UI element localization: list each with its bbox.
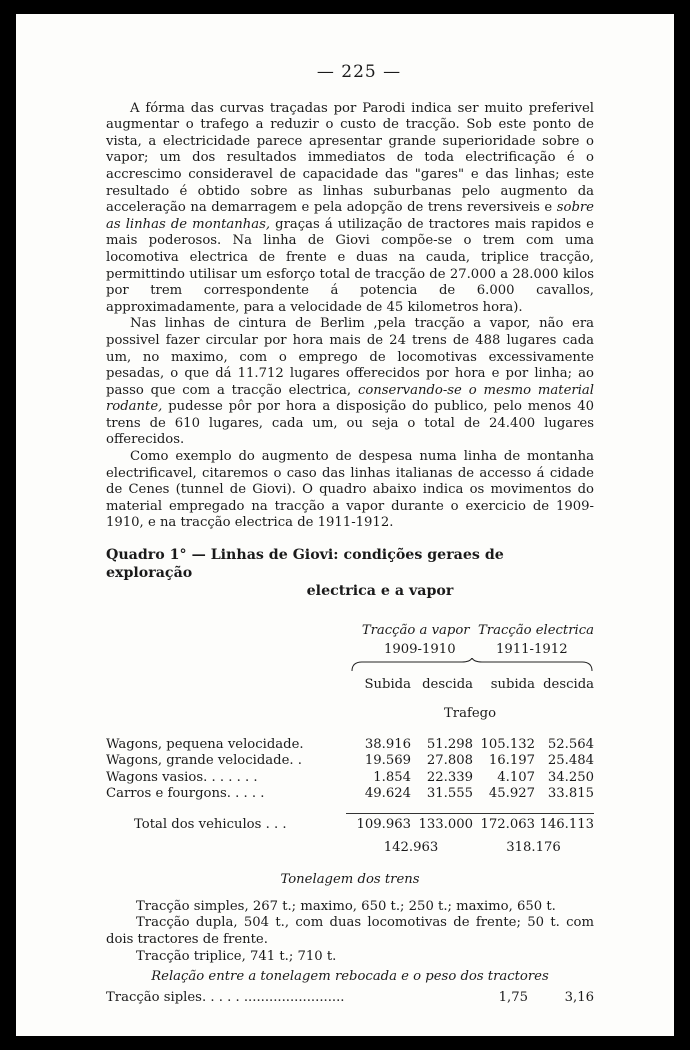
- document-page: [16, 14, 674, 1036]
- year-vapor: 1909-1910: [384, 642, 456, 658]
- table-title: Quadro 1° — Linhas de Giovi: condições geraes de exploração electrica e a vapor: [106, 547, 504, 600]
- table-row: Carros e fourgons. . . . . 49.624 31.555 45.927 33.815: [106, 786, 594, 802]
- paragraph-1: A fórma das curvas traçadas por Parodi indica ser muito preferivel augmentar o trafego a reduzir o custo de tracção. Sob este ponto de vista, a electricidade parece apresentar grande superioridade sobre o vapor; um dos resultados immediatos de toda electrificação é o accrescimo consideravel de capacidade das "gares" e das linhas; este resultado é obtido sobre as linhas suburbanas pelo augmento da acceleração na demarragem e pela adopção de trens reversiveis e sobre as linhas de montanhas, graças á utilização de tractores mais rapidos e mais poderosos. Na linha de Giovi compõe-se o trem com uma locomotiva electrica de frente e duas na cauda, triplice tracção, permittindo utilisar um esforço total de tracção de 27.000 a 28.000 kilos por trem correspondente á potencia de 6.000 cavallos, approximadamente, para a velocidade de 45 kilometros hora).: [106, 100, 594, 315]
- relacao-value-1: 1,75: [498, 989, 528, 1005]
- total-row: Total dos vehiculos . . . 109.963 133.000 172.063 146.113: [134, 817, 594, 832]
- paragraph-3: Como exemplo do augmento de despesa numa linha de montanha electrificavel, citaremos o caso das linhas italianas de accesso á cidade de Cenes (tunnel de Giovi). O quadro abaixo indica os movimentos do material empregado na tracção a vapor durante o exercicio de 1909-1910, e na tracção electrica de 1911-1912.: [106, 449, 594, 531]
- header-vapor: Tracção a vapor: [361, 623, 470, 639]
- column-headers: [106, 676, 594, 694]
- sum-electrica: 318.176: [506, 839, 561, 855]
- col-header: subida: [490, 677, 535, 693]
- tonelagem-line: Tracção dupla, 504 t., com duas locomotivas de frente; 50 t. com dois tractores de frente.: [106, 915, 594, 947]
- year-electrica: 1911-1912: [496, 642, 568, 658]
- relacao-row: [106, 990, 594, 1007]
- tonelagem-line: Tracção simples, 267 t.; maximo, 650 t.; 250 t.; maximo, 650 t.: [136, 898, 556, 914]
- trafego-label: Trafego: [443, 706, 497, 722]
- header-electrica: Tracção electrica: [477, 623, 594, 639]
- paragraph-2: Nas linhas de cintura de Berlim ,pela tracção a vapor, não era possivel fazer circular por hora mais de 24 trens de 488 lugares cada um, no maximo, com o emprego de locomotivas excessivamente pesadas, o que dá 11.712 lugares offerecidos por hora e por linha; ao passo que com a tracção electrica, conservando-se o mesmo material rodante, pudesse pôr por hora a disposição do publico, pelo menos 40 trens de 610 lugares, cada um, ou seja o total de 24.400 lugares offerecidos.: [106, 316, 594, 448]
- relacao-value-2: 3,16: [564, 989, 594, 1005]
- section-heading: Tonelagem dos trens: [280, 872, 420, 888]
- page-number: — 225 —: [316, 62, 402, 82]
- year-headers: [106, 640, 594, 662]
- grouping-brace: [350, 658, 594, 672]
- tonelagem-line: Tracção triplice, 741 t.; 710 t.: [136, 948, 337, 964]
- sum-vapor: 142.963: [383, 839, 439, 855]
- table-body: [106, 737, 594, 803]
- grand-totals: [106, 840, 594, 857]
- page-content: [106, 64, 594, 1006]
- relacao-heading: Relação entre a tonelagem rebocada e o peso dos tractores: [151, 969, 549, 985]
- col-header: Subida: [364, 677, 411, 693]
- traction-header: [106, 622, 594, 640]
- tonelagem-list: [106, 899, 594, 965]
- table-row: Wagons vasios. . . . . . . 1.854 22.339 4.107 34.250: [106, 769, 594, 785]
- relacao-label: Tracção siples. . . . . ........................: [106, 989, 345, 1005]
- total-divider: [346, 813, 594, 814]
- col-header: descida: [422, 677, 473, 693]
- table-row: Wagons, grande velocidade. . 19.569 27.808 16.197 25.484: [106, 753, 594, 769]
- col-header: descida: [543, 677, 594, 693]
- table-row: Wagons, pequena velocidade. 38.916 51.298 105.132 52.564: [106, 736, 594, 752]
